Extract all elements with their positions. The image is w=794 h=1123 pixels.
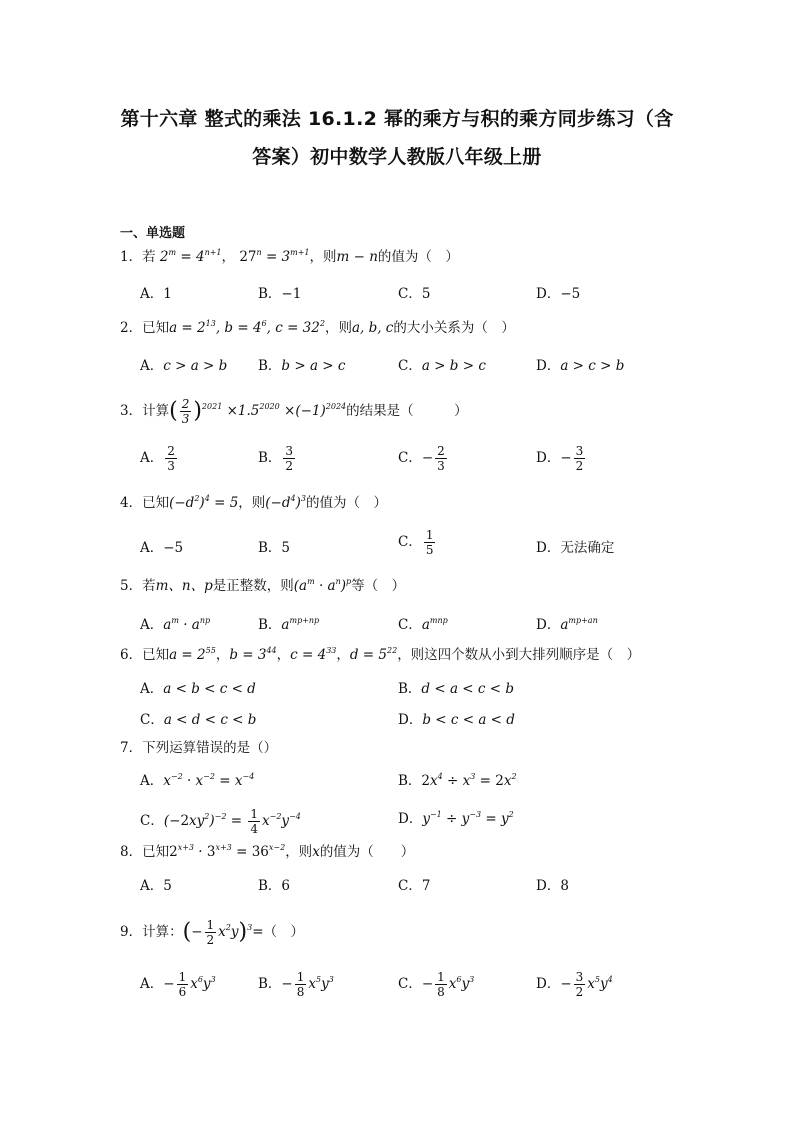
q5-b-label: B． (258, 617, 282, 633)
q4-pre: 已知 (142, 495, 170, 511)
q9-a-expr: − $\frac{1}{6}$ $x^6y^3$ (163, 970, 216, 999)
q4-option-b[interactable]: B．5 (258, 540, 291, 556)
title-line-2: 答案）初中数学人教版八年级上册 (252, 146, 542, 168)
q6-option-c[interactable] (140, 708, 256, 728)
q6-pre: 已知 (142, 647, 170, 663)
q8-option-a[interactable]: A．5 (140, 878, 172, 894)
q2-number: 2． (120, 320, 143, 336)
q2-option-a[interactable] (140, 354, 227, 374)
q2-pre: 已知 (142, 320, 170, 336)
q3-option-d[interactable]: D．− $\frac{3}{2}$ (536, 444, 584, 473)
q9-d-label: D． (536, 976, 561, 992)
document-title (110, 100, 684, 176)
q6-c-label: C． (140, 712, 164, 728)
q3-b-label: B． (258, 450, 282, 466)
q5-option-c[interactable] (398, 613, 448, 633)
q6-a-expr: a < b < c < d (163, 681, 256, 697)
q5-vars: m、n、p (155, 578, 213, 594)
q2-option-b[interactable] (258, 354, 345, 374)
q7-d-label: D． (398, 811, 423, 827)
q9-option-c[interactable] (398, 970, 474, 999)
q7-b-expr: $2x^4 \div x^3 = 2x^2$ (421, 772, 517, 789)
q6-b-expr: d < a < c < b (421, 681, 514, 697)
q7-d-expr: $y^{-1} \div y^{-3} = y^2$ (422, 810, 514, 827)
q1-option-b[interactable]: B．−1 (258, 286, 302, 302)
q5-d-expr: $a^{mp+an}$ (560, 616, 598, 633)
title-line-1: 第十六章 整式的乘法 16.1.2 幂的乘方与积的乘方同步练习（含 (120, 108, 674, 130)
q3-tail: 的结果是（ ） (346, 403, 468, 419)
q9-b-label: B． (258, 976, 282, 992)
q6-expr-b: $b = 3^{44}$ (229, 646, 277, 663)
q4-mid: ，则 (238, 495, 266, 511)
q8-mid: ，则 (285, 844, 313, 860)
q2-d-label: D． (536, 358, 561, 374)
q2-expr: $a = 2^{13}$, $b = 4^6$, $c = 32^2$ (169, 319, 325, 336)
q9-b-expr: − $\frac{1}{8}$ $x^5y^3$ (281, 970, 334, 999)
q6-number: 6． (120, 647, 143, 663)
question-1 (120, 247, 694, 267)
q7-number: 7． (120, 740, 143, 756)
q5-b-expr: $a^{mp+np}$ (281, 616, 320, 633)
q3-a-label: A． (140, 450, 164, 466)
q2-c-expr: a > b > c (421, 358, 486, 374)
q9-option-d[interactable] (536, 970, 613, 999)
q6-expr-d: $d = 5^{22}$ (349, 646, 398, 663)
q6-c-expr: a < d < c < b (163, 712, 257, 728)
q7-option-b[interactable] (398, 769, 517, 789)
q4-expr-1: $(-d^2)^4 = 5$ (169, 494, 239, 511)
q2-option-d[interactable] (536, 354, 624, 374)
q6-option-b[interactable] (398, 677, 514, 697)
q7-stem: 下列运算错误的是（） (142, 740, 278, 756)
q5-a-label: A． (140, 617, 164, 633)
q5-mid: 是正整数，则 (212, 578, 294, 594)
q3-option-b[interactable]: B． $\frac{3}{2}$ (258, 444, 294, 473)
question-8 (120, 842, 694, 862)
q8-option-b[interactable]: B．6 (258, 878, 291, 894)
q8-var: x (312, 844, 320, 860)
q9-tail: =（ ） (252, 924, 304, 940)
q6-tail: ，则这四个数从小到大排列顺序是（ ） (397, 647, 641, 663)
q1-mid: ， (221, 249, 236, 265)
q1-option-c[interactable]: C．5 (398, 286, 431, 302)
q7-b-label: B． (398, 773, 422, 789)
q9-expr: (− $\frac{1}{2}$ $x^2y)^3$ (182, 918, 253, 947)
q5-expr: $(a^m \cdot a^n)^p$ (293, 577, 352, 594)
q4-option-a[interactable]: A．−5 (140, 540, 184, 556)
q7-c-label: C． (140, 813, 164, 829)
q9-number: 9． (120, 924, 143, 940)
q1-expr-1: $2^m = 4^{n+1}$ (159, 248, 222, 265)
q4-expr-2: $(-d^4)^3$ (265, 494, 306, 511)
q7-a-label: A． (140, 773, 164, 789)
q9-pre: 计算： (142, 924, 183, 940)
q3-expr: ( $\frac{2}{3}$ )$^{2021} \times 1.5^{2020} \times(-1)^{2024}$ (169, 397, 347, 426)
q9-c-label: C． (398, 976, 422, 992)
q2-option-c[interactable] (398, 354, 486, 374)
question-2 (120, 318, 694, 338)
q7-option-d[interactable] (398, 807, 514, 827)
q2-c-label: C． (398, 358, 422, 374)
question-7 (120, 738, 694, 758)
q7-a-expr: $x^{-2} \cdot x^{-2} = x^{-4}$ (163, 772, 255, 789)
q3-number: 3． (120, 403, 143, 419)
q6-option-d[interactable] (398, 708, 515, 728)
q8-option-c[interactable]: C．7 (398, 878, 431, 894)
q3-option-a[interactable]: A． $\frac{2}{3}$ (140, 444, 175, 473)
q7-option-a[interactable] (140, 769, 254, 789)
q2-a-expr: c > a > b (163, 358, 228, 374)
q5-option-d[interactable] (536, 613, 598, 633)
q4-number: 4． (120, 495, 143, 511)
q5-c-expr: $a^{mnp}$ (421, 616, 448, 633)
q2-b-expr: b > a > c (281, 358, 346, 374)
q9-c-expr: − $\frac{1}{8}$ $x^6y^3$ (421, 970, 475, 999)
q6-a-label: A． (140, 681, 164, 697)
q6-option-a[interactable] (140, 677, 256, 697)
q8-tail: 的值为（ ） (319, 844, 415, 860)
q1-tail: 的值为（ ） (377, 249, 459, 265)
q2-a-label: A． (140, 358, 164, 374)
q8-pre: 已知 (142, 844, 170, 860)
q8-expr: $2^{x+3} \cdot 3^{x+3} = 36^{x-2}$ (169, 843, 286, 860)
q1-option-a[interactable]: A．1 (140, 286, 172, 302)
q4-option-c[interactable]: C． $\frac{1}{5}$ (398, 528, 434, 557)
q9-d-expr: − $\frac{3}{2}$ $x^5y^4$ (560, 970, 613, 999)
q5-a-expr: $a^m \cdot a^{np}$ (163, 616, 211, 633)
q6-b-label: B． (398, 681, 422, 697)
q5-number: 5． (120, 578, 143, 594)
q3-c-label: C． (398, 450, 422, 466)
q9-a-label: A． (140, 976, 164, 992)
q2-tail: 的大小关系为（ ） (393, 320, 515, 336)
q1-pre: 若 (142, 249, 156, 265)
q5-tail: 等（ ） (351, 578, 406, 594)
q1-expr-3: m − n (336, 249, 378, 265)
q9-option-a[interactable] (140, 970, 216, 999)
q3-d-label: D． (536, 450, 561, 466)
section-heading: 一、单选题 (120, 226, 186, 241)
q1-option-d[interactable]: D．−5 (536, 286, 581, 302)
q5-option-a[interactable] (140, 613, 210, 633)
q1-expr-2: $27^n = 3^{m+1}$ (239, 248, 310, 265)
q6-d-label: D． (398, 712, 423, 728)
q5-d-label: D． (536, 617, 561, 633)
q4-c-label: C． (398, 534, 422, 550)
question-4 (120, 493, 694, 513)
q4-option-d[interactable]: D．无法确定 (536, 540, 615, 556)
q8-option-d[interactable]: D．8 (536, 878, 569, 894)
q7-option-c[interactable] (140, 807, 301, 836)
q6-expr: $a = 2^{55}$ (169, 646, 216, 663)
q5-option-b[interactable] (258, 613, 319, 633)
q3-pre: 计算 (142, 403, 170, 419)
q2-d-expr: a > c > b (560, 358, 625, 374)
q5-pre: 若 (142, 578, 156, 594)
q2-vars: a, b, c (351, 320, 394, 336)
q8-number: 8． (120, 844, 143, 860)
q1-post: ，则 (309, 249, 337, 265)
q9-option-b[interactable] (258, 970, 334, 999)
q3-option-c[interactable]: C．− $\frac{2}{3}$ (398, 444, 445, 473)
q5-c-label: C． (398, 617, 422, 633)
q7-c-expr: $(-2xy^2)^{-2}$ = $\frac{1}{4}$ $x^{-2}y^{-4}$ (163, 807, 301, 836)
question-6: 6．已知$a = 2^{55}$，$b = 3^{44}$，$c = 4^{33}$，$d = 5^{22}$，则这四个数从小到大排列顺序是（ ） (120, 646, 641, 663)
question-5 (120, 576, 694, 596)
question-9 (120, 918, 694, 947)
q2-post: ，则 (324, 320, 352, 336)
q6-expr-c: $c = 4^{33}$ (290, 646, 337, 663)
q4-tail: 的值为（ ） (305, 495, 387, 511)
q1-number: 1． (120, 249, 143, 265)
q6-d-expr: b < c < a < d (422, 712, 515, 728)
q2-b-label: B． (258, 358, 282, 374)
question-3 (120, 397, 694, 426)
